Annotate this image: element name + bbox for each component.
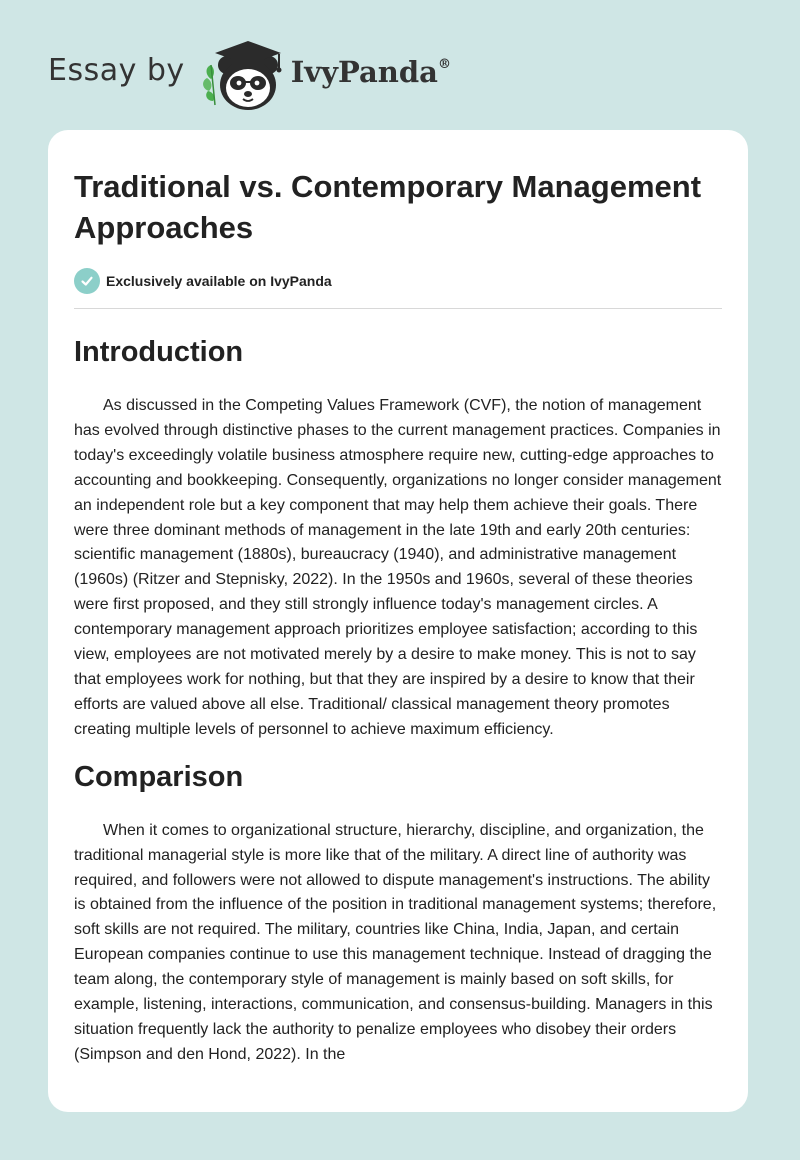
section-body-introduction: As discussed in the Competing Values Framework (CVF), the notion of management has evolved through distinctive phases to the current management practices. Companies in today's exceedingly volatile business atmosphere require new, cutting-edge approaches to accounting and bookkeeping. Consequently, organizations no longer consider management an independent role but a key component that may help them achieve their goals. There were three dominant methods of management in the late 19th and early 20th centuries: scientific management (1880s), bureaucracy (1940), and administrative management (1960s) (Ritzer and Stepnisky, 2022). In the 1950s and 1960s, several of these theories were first proposed, and they still strongly influence today's management circles. A contemporary management approach prioritizes employee satisfaction; according to this view, employees are not motivated merely by a desire to make money. This is not to say that employees work for nothing, but that they are inspired by a desire to know that their efforts are valued above all else. Traditional/ classical management theory promotes creating multiple levels of personnel to achieve maximum efficiency. xyxy=(74,397,722,738)
exclusive-badge xyxy=(74,268,722,309)
essay-by-label: Essay by xyxy=(48,52,185,88)
ivypanda-logo[interactable] xyxy=(199,35,451,115)
exclusive-label: Exclusively available on IvyPanda xyxy=(106,273,332,289)
site-header xyxy=(48,30,451,120)
essay-title: Traditional vs. Contemporary Management Approaches xyxy=(74,169,702,245)
section-heading-introduction: Introduction xyxy=(74,336,244,368)
essay-card xyxy=(48,130,748,1112)
panda-mascot-icon xyxy=(199,35,289,115)
section-body-comparison: When it comes to organizational structure, hierarchy, discipline, and organization, the traditional managerial style is more like that of the military. A direct line of authority was required, and followers were not allowed to dispute management's instructions. The ability is obtained from the influence of the position in traditional management systems; therefore, soft skills are not required. The military, countries like China, India, Japan, and certain European companies continue to use this management technique. Instead of dragging the team along, the contemporary style of management is mainly based on soft skills, for example, listening, interactions, communication, and consensus-building. Managers in this situation frequently lack the authority to penalize employees who disobey their orders (Simpson and den Hond, 2022). In the xyxy=(74,821,717,1063)
section-heading-comparison: Comparison xyxy=(74,760,244,793)
check-icon xyxy=(74,268,100,294)
brand-name: IvyPanda® xyxy=(290,55,451,89)
